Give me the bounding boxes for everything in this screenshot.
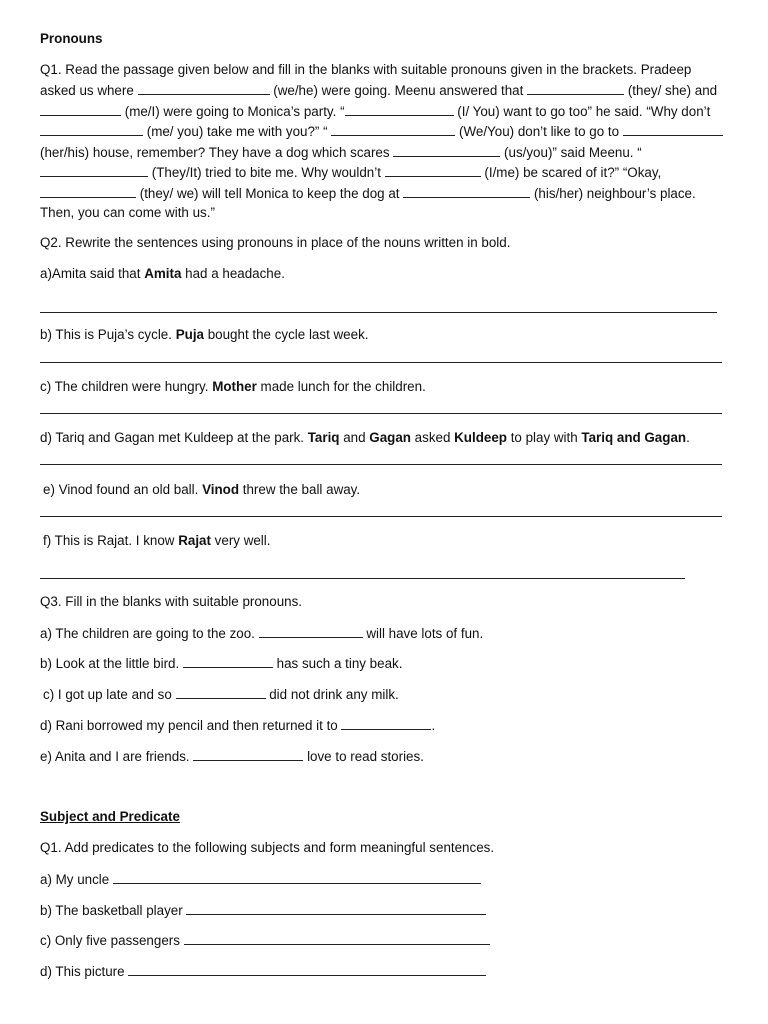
answer-line[interactable] (40, 312, 717, 313)
q1-line-8: Then, you can come with us.” (40, 205, 215, 220)
fill-blank[interactable] (128, 962, 486, 976)
answer-line[interactable] (40, 516, 722, 517)
fill-blank[interactable] (40, 184, 136, 198)
fill-blank[interactable] (40, 122, 143, 136)
sp-item-b: b) The basketball player (40, 901, 486, 920)
q1-line-2: asked us where (we/he) were going. Meenu answered that (they/ she) and (40, 83, 718, 98)
section-heading-subject-predicate: Subject and Predicate (40, 809, 180, 824)
fill-blank[interactable] (393, 143, 500, 157)
fill-blank[interactable] (259, 624, 363, 638)
q2-item-c: c) The children were hungry. Mother made lunch for the children. (40, 379, 426, 394)
answer-line[interactable] (40, 413, 722, 414)
fill-blank[interactable] (331, 122, 455, 136)
answer-line[interactable] (40, 362, 722, 363)
fill-blank[interactable] (113, 870, 481, 884)
section-heading-pronouns: Pronouns (40, 31, 103, 46)
fill-blank[interactable] (403, 184, 530, 198)
fill-blank[interactable] (40, 163, 148, 177)
sp-q1-title: Q1. Add predicates to the following subjects and form meaningful sentences. (40, 840, 495, 855)
q2-item-b: b) This is Puja’s cycle. Puja bought the cycle last week. (40, 327, 369, 342)
fill-blank[interactable] (385, 163, 481, 177)
fill-blank[interactable] (40, 102, 121, 116)
fill-blank[interactable] (623, 122, 723, 136)
fill-blank[interactable] (183, 654, 273, 668)
fill-blank[interactable] (193, 747, 303, 761)
fill-blank[interactable] (345, 102, 454, 116)
q1-line-4: (me/ you) take me with you?” “ (We/You) don’t like to go to (40, 122, 723, 141)
q3-item-d: d) Rani borrowed my pencil and then returned it to . (40, 718, 436, 733)
q1-line-1: Q1. Read the passage given below and fill in the blanks with suitable pronouns given in the brackets. Pradeep (40, 62, 692, 77)
q2-item-d: d) Tariq and Gagan met Kuldeep at the park. Tariq and Gagan asked Kuldeep to play with Tariq and Gagan. (40, 430, 690, 445)
sp-item-d: d) This picture (40, 962, 486, 981)
sp-item-a: a) My uncle (40, 870, 481, 889)
q3-item-a: a) The children are going to the zoo. will have lots of fun. (40, 626, 484, 641)
fill-blank[interactable] (138, 81, 270, 95)
q2-item-f: f) This is Rajat. I know Rajat very well. (43, 533, 271, 548)
sp-item-c: c) Only five passengers (40, 931, 490, 950)
q3-item-c: c) I got up late and so did not drink any milk. (43, 687, 399, 702)
fill-blank[interactable] (186, 901, 486, 915)
answer-line[interactable] (40, 578, 685, 579)
q1-line-3: (me/I) were going to Monica’s party. “ (I/ You) want to go too” he said. “Why don’t (40, 102, 710, 121)
fill-blank[interactable] (527, 81, 624, 95)
fill-blank[interactable] (176, 685, 266, 699)
q2-title: Q2. Rewrite the sentences using pronouns in place of the nouns written in bold. (40, 235, 511, 250)
q1-line-7: (they/ we) will tell Monica to keep the dog at (his/her) neighbour’s place. (40, 184, 696, 203)
fill-blank[interactable] (341, 716, 431, 730)
answer-line[interactable] (40, 464, 722, 465)
q3-item-e: e) Anita and I are friends. love to read stories. (40, 749, 424, 764)
q2-item-a: a)Amita said that Amita had a headache. (40, 266, 285, 281)
q1-line-5: (her/his) house, remember? They have a dog which scares (us/you)” said Meenu. “ (40, 145, 642, 160)
q2-item-e: e) Vinod found an old ball. Vinod threw the ball away. (43, 482, 361, 497)
fill-blank[interactable] (184, 931, 490, 945)
q3-item-b: b) Look at the little bird. has such a tiny beak. (40, 656, 403, 671)
q3-title: Q3. Fill in the blanks with suitable pronouns. (40, 594, 303, 609)
q1-line-6: (They/It) tried to bite me. Why wouldn’t (I/me) be scared of it?” “Okay, (40, 163, 661, 182)
